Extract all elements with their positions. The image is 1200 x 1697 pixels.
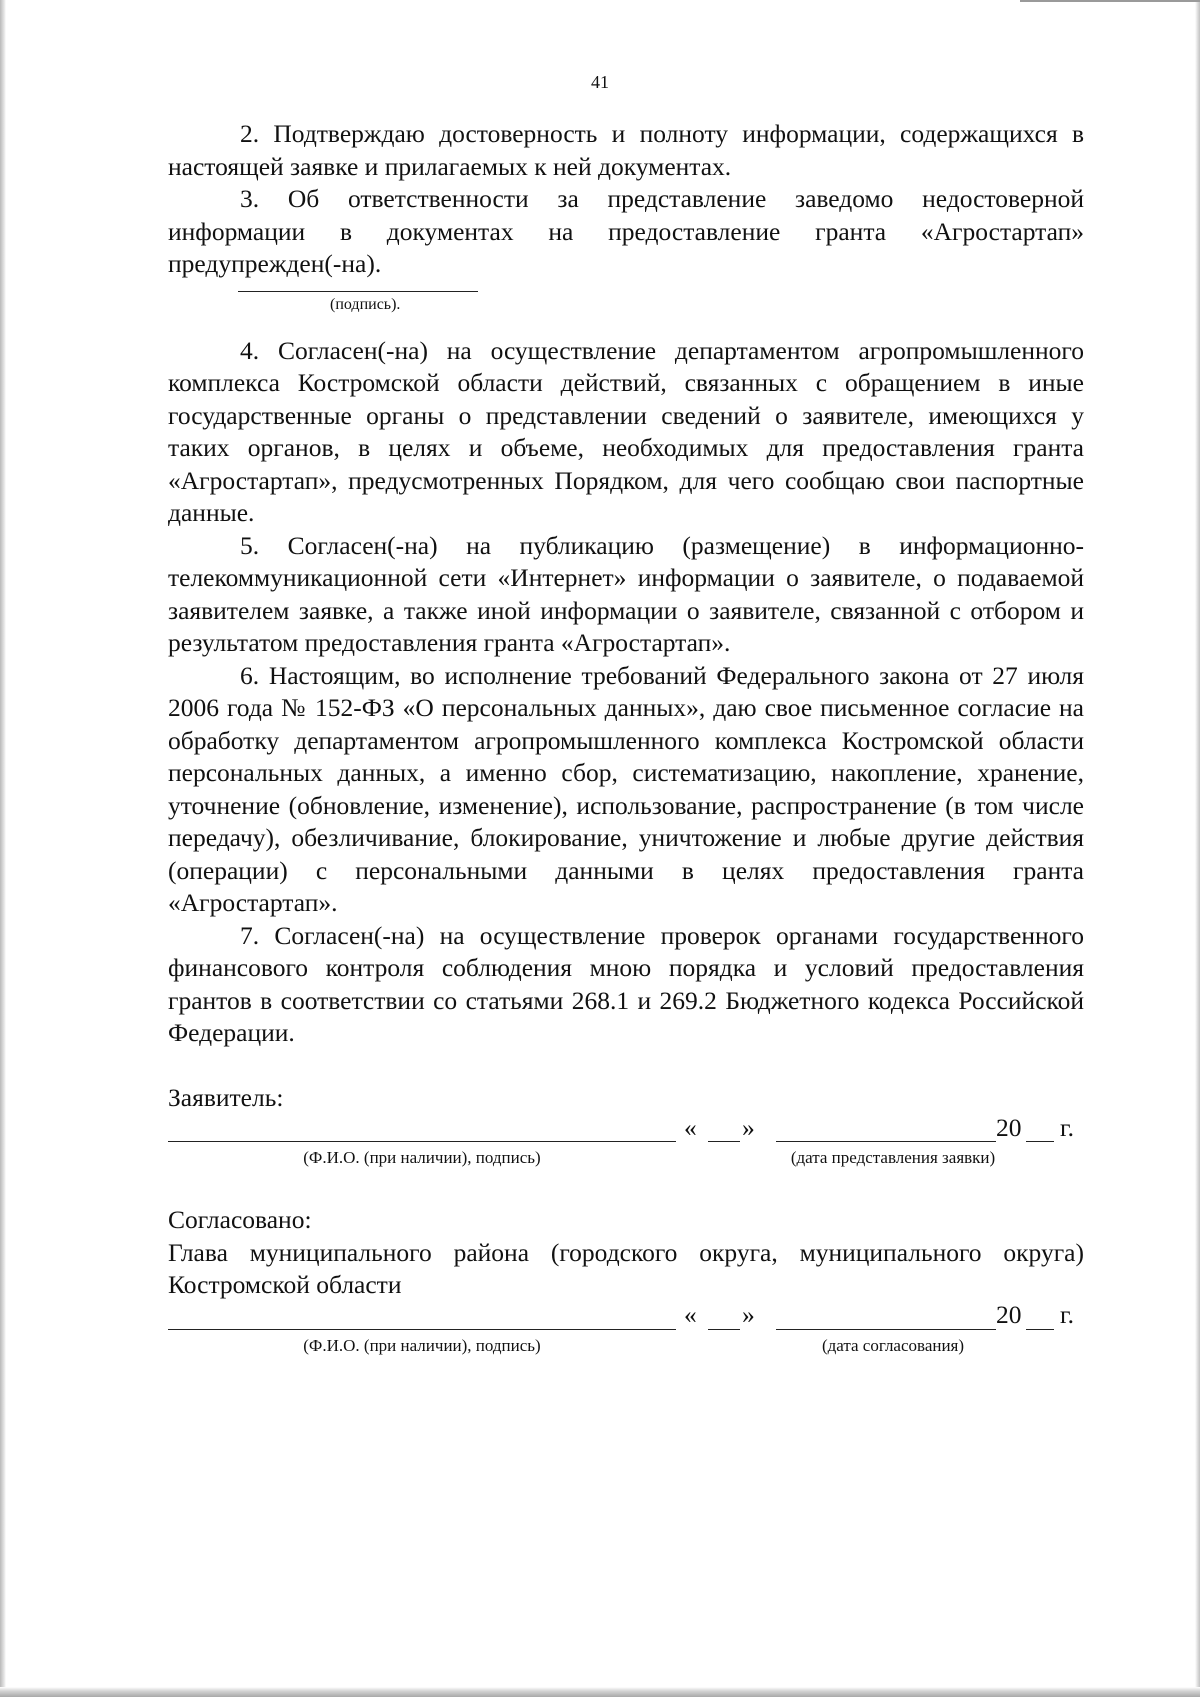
page-number: 41 [591,72,609,92]
scan-edge-bottom [0,1687,1200,1697]
applicant-year-prefix: 20 [996,1112,1022,1142]
applicant-month-line [776,1141,996,1142]
paragraph-2: 2. Подтверждаю достоверность и полноту информации, содержащихся в настоящей заявке и прилагаемых к ней документах. [168,119,1084,181]
applicant-sign-row [168,1114,1084,1146]
approval-year-suffix: г. [1060,1300,1074,1329]
applicant-caption-name: (Ф.И.О. (при наличии), подпись) [303,1148,541,1167]
approval-quote-close: » [742,1300,755,1329]
applicant-name-line [168,1141,676,1142]
approval-caption-name: (Ф.И.О. (при наличии), подпись) [303,1335,541,1355]
applicant-caption-row [168,1146,1084,1174]
spacer [168,1174,1084,1204]
signature-line [238,291,478,292]
applicant-quote-close: » [742,1112,755,1142]
approval-year-prefix: 20 [996,1300,1022,1329]
approval-caption-date: (дата согласования) [821,1335,965,1355]
approval-position: Глава муниципального района (городского округа, муниципального округа) Костромской области [168,1237,1084,1299]
approval-label: Согласовано: [168,1205,312,1234]
paragraph-5: 5. Согласен(-на) на публикацию (размещение) в информационно-телекоммуникационной сети «Интернет» информации о заявителе, о подаваемой заявителем заявке, а также иной информации о заявителе, связанной с отбором и результатом предоставления гранта «Агростартап». [168,530,1084,657]
applicant-quote-open: « [684,1112,697,1142]
paragraph-4: 4. Согласен(-на) на осуществление департаментом агропромышленного комплекса Костромской области действий, связанных с обращением в иные государственные органы о представлении сведений о заявителе, имеющихся у таких органов, в целях и объеме, необходимых для предоставления гранта «Агростартап», предусмотренных Порядком, для чего сообщаю свои паспортные данные. [168,335,1084,527]
applicant-caption-date: (дата представления заявки) [790,1148,996,1167]
approval-caption-row [168,1334,1084,1362]
applicant-year-line [1026,1141,1054,1142]
applicant-label: Заявитель: [168,1082,284,1112]
spacer [168,1050,1084,1082]
applicant-year-suffix: г. [1060,1112,1074,1142]
document-body [168,118,1084,1362]
paragraph-3: 3. Об ответственности за представление заведомо недостоверной информации в документах на предоставление гранта «Агростартап» предупрежден(-на). [168,184,1084,278]
approval-month-line [776,1329,996,1330]
signature-caption: (подпись). [330,295,401,313]
signature-block [168,289,1084,335]
scan-edge-top [1020,0,1200,2]
approval-year-line [1026,1329,1054,1330]
approval-day-line [708,1329,740,1330]
scan-edge-left [0,0,6,1697]
scan-edge-right [1195,0,1200,1697]
approval-quote-open: « [684,1300,697,1329]
paragraph-7: 7. Согласен(-на) на осуществление проверок органами государственного финансового контроля соблюдения мною порядка и условий предоставления грантов в соответствии со статьями 268.1 и 269.2 Бюджетного кодекса Российской Федерации. [168,920,1084,1047]
approval-sign-row [168,1302,1084,1334]
applicant-day-line [708,1141,740,1142]
paragraph-6: 6. Настоящим, во исполнение требований Федерального закона от 27 июля 2006 года № 152-ФЗ «О персональных данных», даю свое письменное согласие на обработку департаментом агропромышленного комплекса Костромской области персональных данных, а именно сбор, систематизацию, накопление, хранение, уточнение (обновление, изменение), использование, распространение (в том числе передачу), обезличивание, блокирование, уничтожение и любые другие действия (операции) с персональными данными в целях предоставления гранта «Агростартап». [168,660,1084,917]
approval-name-line [168,1329,676,1330]
